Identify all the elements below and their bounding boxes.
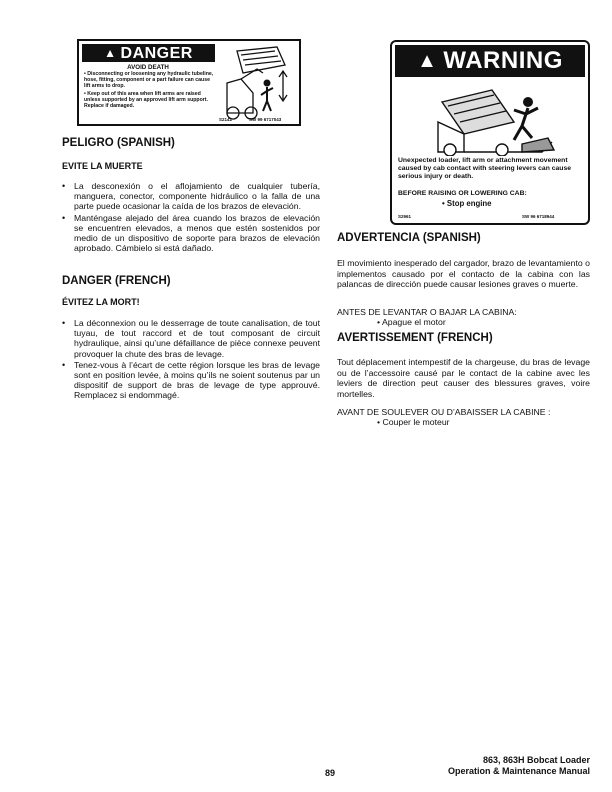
page-number: 89 <box>325 768 336 778</box>
warning-decal-bullet: • Stop engine <box>442 199 492 208</box>
warning-code-right: SW 96 6718944 <box>522 214 555 219</box>
manual-title-line1: 863, 863H Bobcat Loader <box>482 755 590 765</box>
manual-title-line2: Operation & Maintenance Manual <box>447 766 590 776</box>
danger-decal-item: • Keep out of this area when lift arms are raised unless supported by an approved lift arm support. Replace if damaged. <box>84 90 208 110</box>
peligro-heading: PELIGRO (SPANISH) <box>62 137 175 149</box>
avertissement-bullet: • Couper le moteur <box>377 417 450 427</box>
advertencia-paragraph: El movimiento inesperado del cargador, brazo de levantamiento o implementos causado por el contacto de la cabina con las palancas de dirección puede causar lesiones graves o muerte. <box>337 258 590 290</box>
danger-decal <box>77 39 301 126</box>
warning-decal-sub: BEFORE RAISING OR LOWERING CAB: <box>398 190 527 197</box>
danger-decal-text <box>84 71 214 110</box>
avertissement-before-text: AVANT DE SOULEVER OU D’ABAISSER LA CABINE : <box>337 407 551 417</box>
advertencia-bullet: • Apague el motor <box>377 317 446 327</box>
danger-french-heading: DANGER (FRENCH) <box>62 275 171 287</box>
danger-subtitle: AVOID DEATH <box>127 64 169 71</box>
warning-triangle-icon: ▲ <box>104 46 117 60</box>
danger-code-right: SW 99 6717043 <box>249 117 282 122</box>
advertencia-heading: ADVERTENCIA (SPANISH) <box>337 232 481 244</box>
warning-decal <box>390 40 590 225</box>
danger-decal-item: • Disconnecting or loosening any hydraulic tubeline, hose, fitting, component or a part failure can cause lift arms to drop. <box>84 71 214 90</box>
manual-title <box>448 755 590 777</box>
danger-code-left: S2141 <box>219 117 233 122</box>
peligro-subheading: EVITE LA MUERTE <box>62 161 143 171</box>
list-item: • La desconexión o el aflojamiento de cualquier tubería, manguera, conector, componente hidráulico o la falla de una parte puede ocasionar la caída de los brazos de elevación. <box>62 181 320 212</box>
warning-triangle-icon: ▲ <box>417 50 438 72</box>
list-item: • La déconnexion ou le desserrage de toute canalisation, de tout tuyau, de tout raccord et de tout composant de circuit hydraulique, ainsi qu’une défaillance de pièce connexe peuvent provoquer la chute des bras de levage. <box>62 318 320 359</box>
avertissement-heading: AVERTISSEMENT (FRENCH) <box>337 332 493 344</box>
danger-banner-text: DANGER <box>120 45 193 62</box>
warning-code-left: S2961 <box>398 214 412 219</box>
cab-contact-hazard-icon <box>402 80 582 156</box>
danger-french-subheading: ÉVITEZ LA MORT! <box>62 297 140 307</box>
lift-arm-hazard-icon <box>217 43 299 123</box>
list-item: • Manténgase alejado del área cuando los brazos de elevación se encuentren elevados, a menos que estén sostenidos por medio de un dispositivo de soporte para brazos de elevación aprobado. Cámbielo si está dañado. <box>62 213 320 254</box>
avertissement-paragraph: Tout déplacement intempestif de la chargeuse, du bras de levage ou de l’accessoire causé par le contact de la cabine avec les leviers de direction peut causer des blessures graves, voire mortelles. <box>337 357 590 399</box>
advertencia-before-text: ANTES DE LEVANTAR O BAJAR LA CABINA: <box>337 307 517 317</box>
warning-banner-text: WARNING <box>443 47 563 74</box>
list-item: • Tenez-vous à l’écart de cette région lorsque les bras de levage sont en position levée, à moins qu’ils ne soient soutenus par un dispositif de support de bras de levage de type approuvé. Remplacez si endommagé. <box>62 360 320 401</box>
warning-banner <box>395 45 585 77</box>
peligro-list <box>62 181 320 254</box>
danger-french-list <box>62 318 320 402</box>
danger-banner <box>82 44 215 62</box>
warning-decal-text: Unexpected loader, lift arm or attachment movement caused by cab contact with steering levers can cause serious injury or death. <box>398 157 572 180</box>
